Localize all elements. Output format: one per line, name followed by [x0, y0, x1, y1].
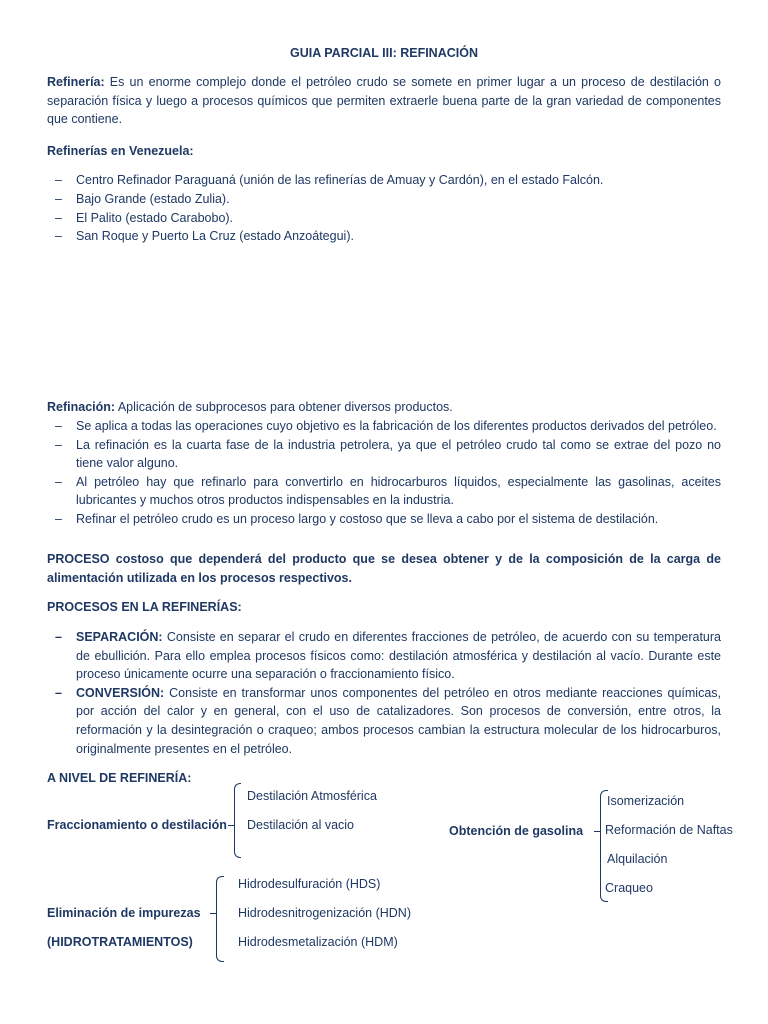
brace: [234, 783, 241, 858]
list-item: – El Palito (estado Carabobo).: [55, 210, 234, 225]
impurezas-item: Hidrodesulfuración (HDS): [238, 877, 381, 891]
refineria-text: Es un enorme complejo donde el petróleo crudo se somete en primer lugar a un proceso de destilación o separación física y luego a procesos químicos que permiten extraerle buena parte de la gran variedad de componentes que contiene.: [47, 75, 721, 127]
list-item: – La refinación es la cuarta fase de la industria petrolera, ya que el petróleo crudo tal como se extrae del pozo no tiene valor alguno.: [55, 437, 721, 471]
refinacion-text: Aplicación de subprocesos para obtener diversos productos.: [115, 400, 453, 414]
list-item: – Se aplica a todas las operaciones cuyo objetivo es la fabricación de los diferentes productos derivados del petróleo.: [55, 419, 717, 433]
refineria-definition: [47, 73, 721, 129]
impurezas-item: Hidrodesmetalización (HDM): [238, 935, 398, 949]
list-item: – Bajo Grande (estado Zulia).: [55, 191, 230, 206]
page-title: GUIA PARCIAL III: REFINACIÓN: [290, 46, 478, 60]
gasolina-item: Isomerización: [607, 794, 685, 808]
procesos-heading: PROCESOS EN LA REFINERÍAS:: [47, 600, 242, 614]
list-item: – CONVERSIÓN: Consiste en transformar unos componentes del petróleo en otros mediante reacciones químicas, por acción del calor y en general, con el uso de catalizadores. Son procesos de conversión, entre otros, la reformación y la desintegración o craqueo; ambos procesos cambian la estructura molecular de los hidrocarburos, originalmente presentes en el petróleo.: [55, 685, 721, 756]
list-item: – Centro Refinador Paraguaná (unión de las refinerías de Amuay y Cardón), en el estado Falcón.: [55, 173, 604, 187]
brace-tip: [228, 825, 234, 826]
gasolina-label: Obtención de gasolina: [449, 824, 584, 838]
list-item: – Refinar el petróleo crudo es un proceso largo y costoso que se lleva a cabo por el sistema de destilación.: [55, 511, 659, 526]
gasolina-item: Craqueo: [605, 881, 653, 895]
nivel-heading: A NIVEL DE REFINERÍA:: [47, 771, 192, 785]
conversion-label: CONVERSIÓN:: [76, 685, 165, 700]
separacion-label: SEPARACIÓN:: [76, 630, 163, 644]
list-item: – SEPARACIÓN: Consiste en separar el crudo en diferentes fracciones de petróleo, de acuerdo con su temperatura de ebullición. Para ello emplea procesos físicos como: destilación atmosférica y destilación al vacío. Durante este proceso únicamente ocurre una separación o fraccionamiento físico.: [55, 630, 721, 682]
venezuela-list: [47, 171, 721, 246]
brace-tip: [594, 831, 600, 832]
brace: [216, 876, 224, 962]
fraccionamiento-item: Destilación Atmosférica: [247, 789, 377, 803]
venezuela-heading: Refinerías en Venezuela:: [47, 144, 194, 158]
procesos-list: [47, 628, 721, 758]
impurezas-label: Eliminación de impurezas: [47, 906, 201, 920]
refinacion-definition: [47, 398, 721, 417]
refineria-label: Refinería:: [47, 75, 105, 89]
refinacion-list: [47, 417, 721, 529]
gasolina-item: Reformación de Naftas: [605, 823, 733, 837]
refinacion-label: Refinación:: [47, 400, 116, 414]
impurezas-item: Hidrodesnitrogenización (HDN): [238, 906, 411, 920]
fraccionamiento-label: Fraccionamiento o destilación: [47, 818, 227, 832]
brace-tip: [210, 913, 216, 914]
proceso-paragraph: PROCESO costoso que dependerá del producto que se desea obtener y de la composición de la carga de alimentación utilizada en los procesos respectivos.: [47, 552, 721, 585]
gasolina-item: Alquilación: [607, 852, 668, 866]
fraccionamiento-item: Destilación al vacio: [247, 818, 354, 832]
list-item: – Al petróleo hay que refinarlo para convertirlo en hidrocarburos líquidos, especialmente las gasolinas, aceites lubricantes y muchos otros productos indispensables en la industria.: [55, 474, 721, 508]
hidrotratamientos-label: (HIDROTRATAMIENTOS): [47, 935, 193, 949]
list-item: – San Roque y Puerto La Cruz (estado Anzoátegui).: [55, 229, 354, 244]
